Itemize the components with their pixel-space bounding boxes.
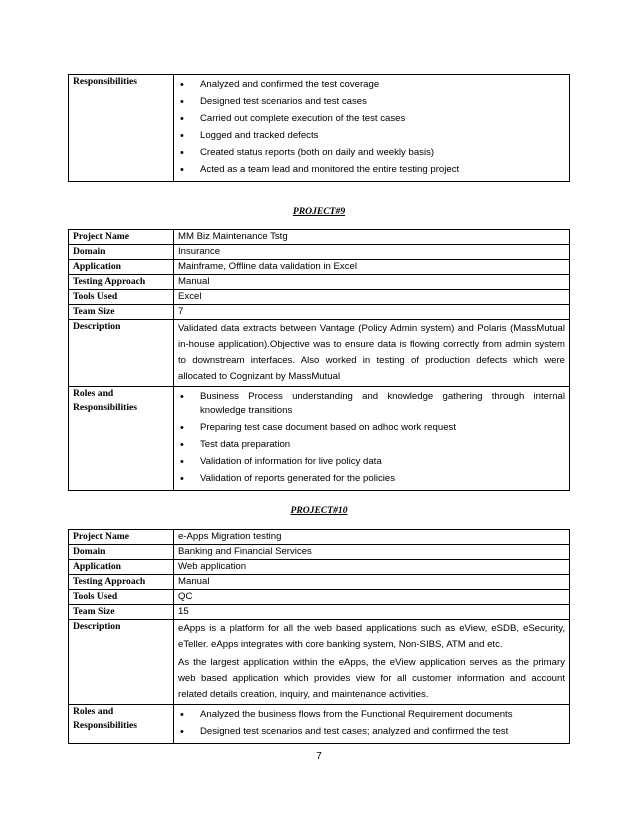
row-label: Testing Approach — [69, 275, 174, 290]
table-row — [69, 605, 570, 620]
row-label: Domain — [69, 545, 174, 560]
row-label: Application — [69, 260, 174, 275]
table-row — [69, 575, 570, 590]
list-item: • Test data preparation — [178, 438, 565, 452]
table-row — [69, 560, 570, 575]
project9-heading: PROJECT#9 — [292, 206, 346, 217]
roles-list — [178, 387, 565, 490]
row-value: Banking and Financial Services — [174, 545, 570, 560]
table-row — [69, 275, 570, 290]
page-number: 7 — [316, 751, 322, 762]
table-row — [69, 530, 570, 545]
row-label: Application — [69, 560, 174, 575]
list-item: • Validation of reports generated for the policies — [178, 472, 565, 486]
responsibilities-label: Responsibilities — [69, 75, 174, 182]
row-label: Project Name — [69, 230, 174, 245]
row-value: Web application — [174, 560, 570, 575]
roles-label: Roles and Responsibilities — [69, 705, 174, 744]
list-item: • Preparing test case document based on adhoc work request — [178, 421, 565, 435]
roles-list — [178, 705, 565, 743]
list-item: • Business Process understanding and knowledge gathering through internal knowledge transitions — [178, 390, 565, 418]
row-label: Domain — [69, 245, 174, 260]
responsibilities-cell — [174, 75, 570, 182]
table-row — [69, 545, 570, 560]
table-row — [69, 320, 570, 387]
row-label: Team Size — [69, 605, 174, 620]
list-item: • Carried out complete execution of the test cases — [178, 112, 565, 126]
table-row — [69, 230, 570, 245]
list-item: • Analyzed and confirmed the test coverage — [178, 78, 565, 92]
responsibilities-list — [178, 75, 565, 181]
project9-table — [68, 229, 570, 491]
roles-cell — [174, 387, 570, 491]
description-cell — [174, 320, 570, 387]
row-value: Insurance — [174, 245, 570, 260]
row-label: Project Name — [69, 530, 174, 545]
table-row — [69, 590, 570, 605]
list-item: • Designed test scenarios and test cases — [178, 95, 565, 109]
responsibilities-table — [68, 74, 570, 182]
table-row — [69, 305, 570, 320]
table-row — [69, 620, 570, 705]
list-item: • Designed test scenarios and test cases; analyzed and confirmed the test — [178, 725, 565, 739]
row-value: e-Apps Migration testing — [174, 530, 570, 545]
list-item: • Created status reports (both on daily and weekly basis) — [178, 146, 565, 160]
description-paragraph: As the largest application within the eApps, the eView application serves as the primary web based application which provides view for all customer information and account related details creation, inquiry, and maintenance activities. — [178, 657, 565, 700]
row-value: 7 — [174, 305, 570, 320]
row-value: Mainframe, Offline data validation in Excel — [174, 260, 570, 275]
row-value: QC — [174, 590, 570, 605]
project10-table — [68, 529, 570, 744]
list-item: • Logged and tracked defects — [178, 129, 565, 143]
description-text: Validated data extracts between Vantage (Policy Admin system) and Polaris (MassMutual in-house application).Objective was to ensure data is flowing correctly from admin system to downstream interfaces. Also worked in testing of production defects which were allocated to Cognizant by MassMutual — [178, 323, 565, 382]
row-value: Manual — [174, 275, 570, 290]
row-label: Tools Used — [69, 290, 174, 305]
table-row — [69, 705, 570, 744]
roles-cell — [174, 705, 570, 744]
list-item: • Acted as a team lead and monitored the entire testing project — [178, 163, 565, 177]
row-value: Manual — [174, 575, 570, 590]
description-label: Description — [69, 320, 174, 387]
table-row — [69, 75, 570, 182]
description-cell — [174, 620, 570, 705]
row-label: Tools Used — [69, 590, 174, 605]
table-row — [69, 290, 570, 305]
row-label: Testing Approach — [69, 575, 174, 590]
row-value: 15 — [174, 605, 570, 620]
description-paragraph: eApps is a platform for all the web based applications such as eView, eSDB, eSecurity, eTeller. eApps integrates with core banking system, Non-SIBS, ATM and etc. — [178, 623, 565, 650]
list-item: • Analyzed the business flows from the Functional Requirement documents — [178, 708, 565, 722]
description-label: Description — [69, 620, 174, 705]
project10-heading: PROJECT#10 — [290, 505, 348, 516]
row-value: MM Biz Maintenance Tstg — [174, 230, 570, 245]
table-row — [69, 387, 570, 491]
row-value: Excel — [174, 290, 570, 305]
roles-label: Roles and Responsibilities — [69, 387, 174, 491]
table-row — [69, 245, 570, 260]
list-item: • Validation of information for live policy data — [178, 455, 565, 469]
table-row — [69, 260, 570, 275]
row-label: Team Size — [69, 305, 174, 320]
